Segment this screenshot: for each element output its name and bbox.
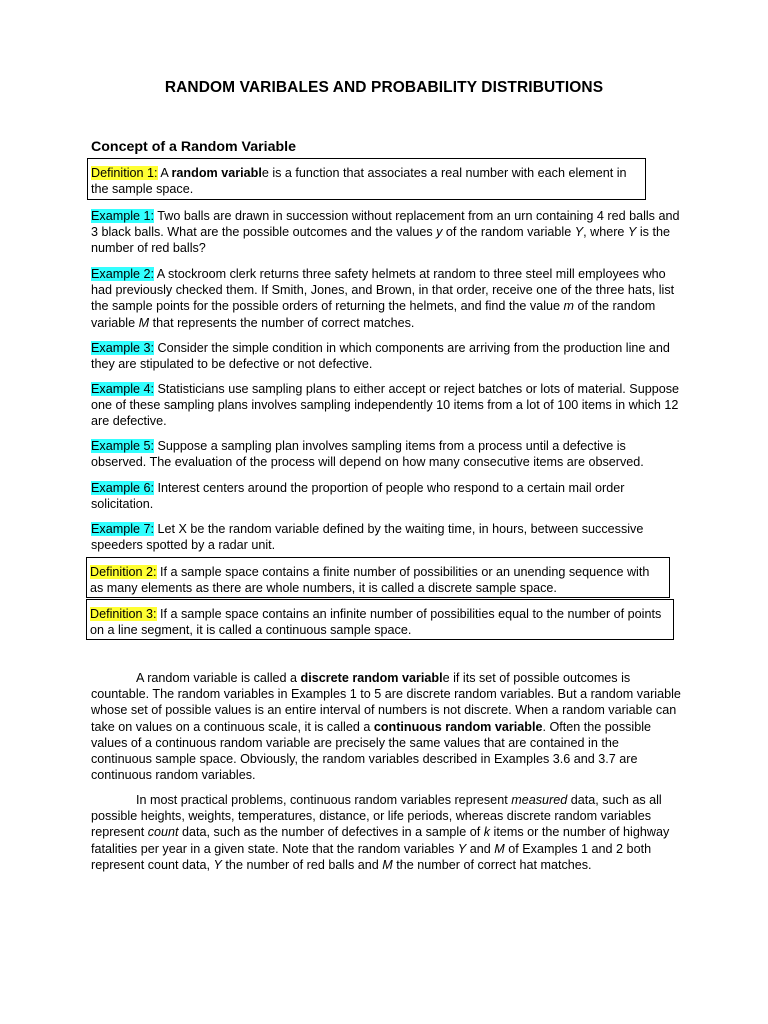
definition-2-label: Definition 2:: [90, 565, 157, 579]
example-2-label: Example 2:: [91, 267, 154, 281]
example-7: Example 7: Let X be the random variable defined by the waiting time, in hours, between successive speeders spotted by a radar unit.: [91, 522, 644, 553]
example-1-label: Example 1:: [91, 209, 154, 223]
example-4: Example 4: Statisticians use sampling plans to either accept or reject batches or lots of material. Suppose one of these sampling plans involves sampling independently 10 items from a lot of 100 items in which 12 are defective.: [91, 382, 680, 429]
definition-1-box: Definition 1: A random variable is a function that associates a real number with each element in the sample space.: [87, 158, 646, 200]
section-heading: Concept of a Random Variable: [91, 139, 296, 155]
example-7-label: Example 7:: [91, 522, 154, 536]
example-1: Example 1: Two balls are drawn in succession without replacement from an urn containing 4 red balls and 3 black balls. What are the possible outcomes and the values y of the random variable Y, where Y is the number of red balls?: [91, 209, 680, 256]
definition-1-label: Definition 1:: [91, 166, 158, 180]
definition-2-box: Definition 2: If a sample space contains a finite number of possibilities or an unending sequence with as many elements as there are whole numbers, it is called a discrete sample space.: [86, 557, 670, 598]
definition-3-box: Definition 3: If a sample space contains an infinite number of possibilities equal to the number of points on a line segment, it is called a continuous sample space.: [86, 599, 674, 640]
body-paragraph-1: A random variable is called a discrete random variable if its set of possible outcomes is countable. The random variables in Examples 1 to 5 are discrete random variables. But a random variable whose set of possible values is an entire interval of numbers is not discrete. When a random variable can take on values on a continuous scale, it is called a continuous random variable. Often the possible values of a continuous random variable are precisely the same values that are contained in the continuous sample space. Obviously, the random variables described in Examples 3.6 and 3.7 are continuous random variables.: [91, 671, 681, 783]
definition-3-label: Definition 3:: [90, 607, 157, 621]
example-6-label: Example 6:: [91, 481, 154, 495]
example-2: Example 2: A stockroom clerk returns three safety helmets at random to three steel mill employees who had previously checked them. If Smith, Jones, and Brown, in that order, receive one of the three hats, list the sample points for the possible orders of returning the helmets, and find the value m of the random variable M that represents the number of correct matches.: [91, 267, 675, 330]
example-4-label: Example 4:: [91, 382, 154, 396]
document-title: RANDOM VARIBALES AND PROBABILITY DISTRIBUTIONS: [164, 79, 604, 96]
example-3-label: Example 3:: [91, 341, 154, 355]
example-6: Example 6: Interest centers around the proportion of people who respond to a certain mail order solicitation.: [91, 481, 625, 512]
example-5-label: Example 5:: [91, 439, 154, 453]
body-paragraph-2: In most practical problems, continuous random variables represent measured data, such as all possible heights, weights, temperatures, distance, or life periods, whereas discrete random variables represent count data, such as the number of defectives in a sample of k items or the number of highway fatalities per year in a given state. Note that the random variables Y and M of Examples 1 and 2 both represent count data, Y the number of red balls and M the number of correct hat matches.: [91, 793, 670, 872]
example-3: Example 3: Consider the simple condition in which components are arriving from the production line and they are stipulated to be defective or not defective.: [91, 341, 670, 372]
example-5: Example 5: Suppose a sampling plan involves sampling items from a process until a defective is observed. The evaluation of the process will depend on how many consecutive items are observed.: [91, 439, 644, 470]
